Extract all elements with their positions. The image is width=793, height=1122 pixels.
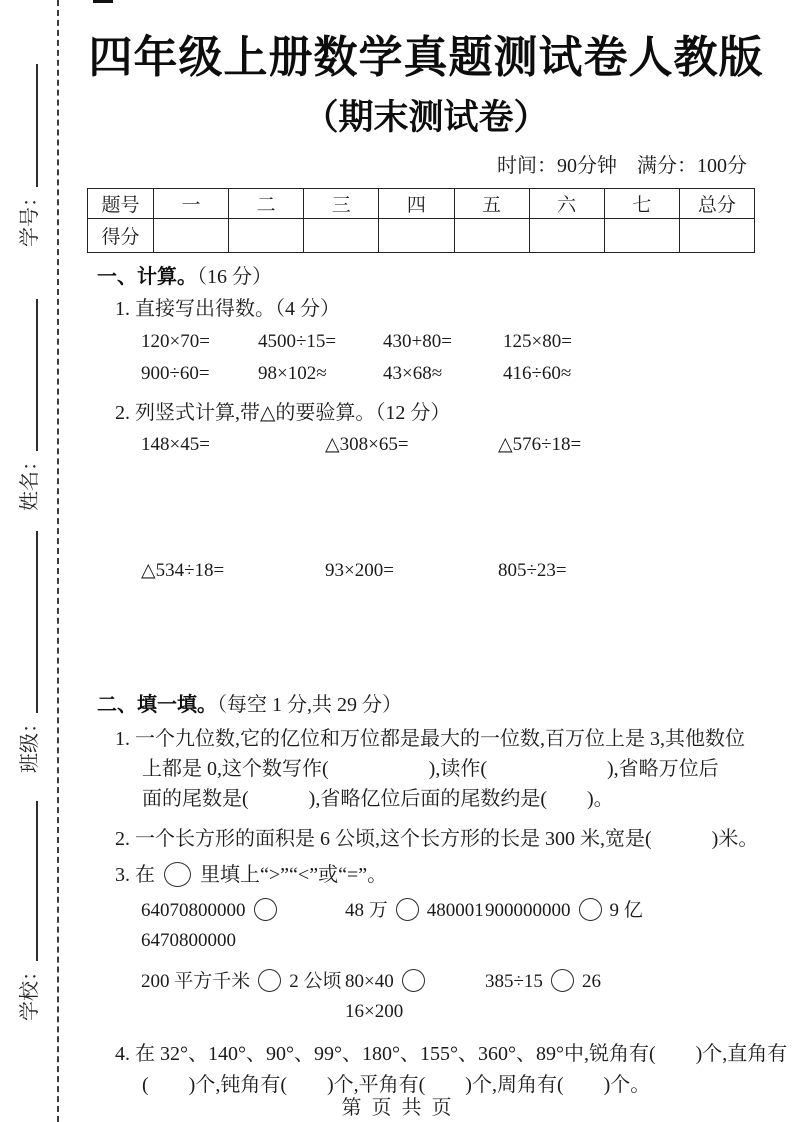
expression: 125×80= <box>503 331 572 352</box>
comparison-item <box>345 967 485 1027</box>
score-table-score-row <box>88 219 755 253</box>
comparison-item <box>141 896 345 956</box>
score-table-empty-cell <box>604 219 679 253</box>
comparison-left: 64070800000 <box>141 900 246 921</box>
comparison-right: 16×200 <box>345 1001 404 1022</box>
s1-q2-row2 <box>85 559 767 582</box>
expression: 4500÷15= <box>258 331 337 352</box>
s1-q1-row1 <box>85 330 767 353</box>
s1-q1-row2 <box>85 362 767 385</box>
question-line: 上都是 0,这个数写作( ),读作( ),省略万位后 <box>142 758 719 780</box>
comparison-left: 900000000 <box>485 900 571 921</box>
comparison-right: 2 公顷 <box>289 971 342 992</box>
comparison-item <box>485 896 767 956</box>
seal-label-name: 姓名： <box>19 451 41 511</box>
score-table-cell: 七 <box>604 189 679 219</box>
s2-q3-row1 <box>85 896 767 956</box>
s1-q1-label: 1. 直接写出得数。（4 分） <box>115 298 340 320</box>
comparison-left: 48 万 <box>345 900 388 921</box>
comparison-item <box>485 967 767 1027</box>
score-table-cell: 二 <box>229 189 304 219</box>
comparison-item <box>345 896 485 956</box>
score-table-empty-cell <box>379 219 454 253</box>
seal-strip <box>13 81 47 1021</box>
exam-content <box>85 0 788 1101</box>
seal-fill-line <box>36 801 38 961</box>
seal-fill-line <box>36 531 38 713</box>
score-table-cell: 三 <box>304 189 379 219</box>
seal-label-class: 班级： <box>19 713 41 773</box>
section2-heading-title: 二、填一填。 <box>97 694 217 716</box>
seal-label-school: 学校： <box>19 961 41 1021</box>
score-table-cell: 总分 <box>679 189 754 219</box>
expression: 93×200= <box>325 560 394 581</box>
comparison-circle <box>164 862 191 887</box>
expression: 805÷23= <box>498 560 567 581</box>
question-text: 里填上“>”“<”或“=”。 <box>200 864 388 886</box>
comparison-left: 200 平方千米 <box>141 971 251 992</box>
page-footer: 第 页 共 页 <box>341 1097 452 1119</box>
score-table <box>87 188 755 253</box>
expression: △534÷18= <box>141 560 225 581</box>
seal-field-id <box>13 64 42 247</box>
section1-heading-title: 一、计算。 <box>97 266 197 288</box>
expression: 120×70= <box>141 331 210 352</box>
s2-q1 <box>85 724 767 814</box>
question-line: 面的尾数是( ),省略亿位后面的尾数约是( )。 <box>142 788 614 810</box>
comparison-right: 480001 <box>426 900 484 921</box>
section1-heading <box>97 266 767 289</box>
expression: 900÷60= <box>141 363 210 384</box>
score-table-header-row <box>88 189 755 219</box>
section1-heading-score: （16 分） <box>197 266 272 288</box>
comparison-left: 385÷15 <box>485 971 543 992</box>
score-table-empty-cell <box>679 219 754 253</box>
exam-meta: 时间：90分钟 满分：100分 <box>497 155 747 177</box>
score-table-empty-cell <box>154 219 229 253</box>
score-table-cell: 题号 <box>88 189 154 219</box>
score-table-empty-cell <box>229 219 304 253</box>
expression: 430+80= <box>383 331 452 352</box>
question-text: 3. 在 <box>115 864 155 886</box>
expression: 148×45= <box>141 434 210 455</box>
seal-label-id: 学号： <box>19 187 41 247</box>
s1-q2-label: 2. 列竖式计算,带△的要验算。（12 分） <box>115 402 451 424</box>
comparison-right: 6470800000 <box>141 930 236 951</box>
expression: △308×65= <box>325 434 409 455</box>
score-table-cell: 一 <box>154 189 229 219</box>
score-table-cell: 得分 <box>88 219 154 253</box>
question-line: 4. 在 32°、140°、90°、99°、180°、155°、360°、89°中,锐角有( )个,直角有 <box>115 1043 788 1065</box>
expression: 98×102≈ <box>258 363 327 384</box>
comparison-circle <box>402 969 425 992</box>
score-table-empty-cell <box>304 219 379 253</box>
score-table-empty-cell <box>454 219 529 253</box>
comparison-right: 26 <box>581 971 601 992</box>
seal-fill-line <box>36 64 38 187</box>
comparison-circle <box>396 898 419 921</box>
s2-q2: 2. 一个长方形的面积是 6 公顷,这个长方形的长是 300 米,宽是( )米。 <box>115 828 759 850</box>
page-subtitle: （期末测试卷） <box>303 98 549 137</box>
question-line: ( )个,钝角有( )个,平角有( )个,周角有( )个。 <box>142 1074 651 1096</box>
seal-field-class <box>13 531 42 773</box>
s2-q3-row2 <box>85 967 767 1027</box>
section2-heading-score: （每空 1 分,共 29 分） <box>217 694 402 716</box>
expression: △576÷18= <box>498 434 582 455</box>
comparison-circle <box>258 969 281 992</box>
expression: 416÷60≈ <box>503 363 572 384</box>
score-table-empty-cell <box>529 219 604 253</box>
question-line: 1. 一个九位数,它的亿位和万位都是最大的一位数,百万位上是 3,其他数位 <box>115 728 745 750</box>
comparison-item <box>141 967 345 1027</box>
score-table-cell: 五 <box>454 189 529 219</box>
s1-q2-row1 <box>85 433 767 456</box>
page-title: 四年级上册数学真题测试卷人教版 <box>88 33 764 82</box>
comparison-circle <box>579 898 602 921</box>
comparison-right: 9 亿 <box>609 900 643 921</box>
comparison-circle <box>551 969 574 992</box>
seal-field-name <box>13 299 42 511</box>
seal-dashed-line <box>57 0 59 1122</box>
seal-field-school <box>13 801 42 1021</box>
score-table-cell: 六 <box>529 189 604 219</box>
seal-fill-line <box>36 299 38 451</box>
score-table-cell: 四 <box>379 189 454 219</box>
comparison-left: 80×40 <box>345 971 394 992</box>
s2-q3-label <box>115 859 767 891</box>
comparison-circle <box>254 898 277 921</box>
section2-heading <box>97 694 767 717</box>
expression: 43×68≈ <box>383 363 443 384</box>
